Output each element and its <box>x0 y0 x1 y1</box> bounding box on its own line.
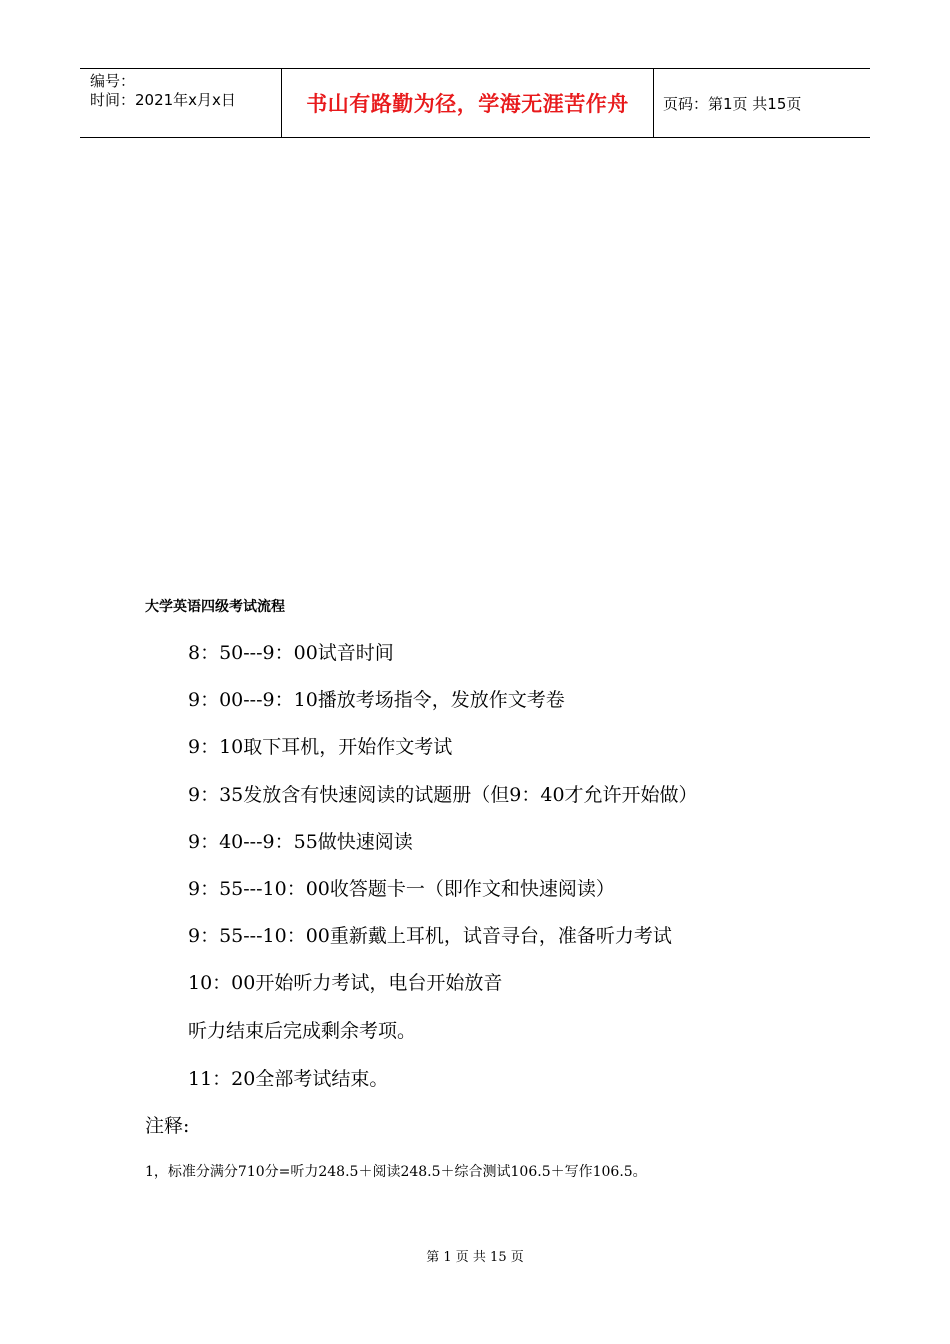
schedule-item: 9：55---10：00收答题卡一（即作文和快速阅读） <box>188 878 615 900</box>
document-title: 大学英语四级考试流程 <box>145 599 285 615</box>
schedule-item: 9：35发放含有快速阅读的试题册（但9：40才允许开始做） <box>188 784 698 806</box>
schedule-item: 9：40---9：55做快速阅读 <box>188 831 413 853</box>
document-number-label: 编号： <box>90 72 136 90</box>
schedule-item: 9：10取下耳机，开始作文考试 <box>188 736 453 758</box>
schedule-item: 9：55---10：00重新戴上耳机，试音寻台，准备听力考试 <box>188 925 672 947</box>
schedule-item: 10：00开始听力考试，电台开始放音 <box>188 972 503 994</box>
document-date-label: 时间：2021年x月x日 <box>90 91 236 109</box>
header-meta <box>80 69 282 137</box>
schedule-item: 8：50---9：00试音时间 <box>188 642 394 664</box>
page-header <box>80 68 870 138</box>
schedule-item: 11：20全部考试结束。 <box>188 1068 389 1090</box>
notes-label: 注释: <box>145 1115 190 1137</box>
schedule-item: 听力结束后完成剩余考项。 <box>188 1020 417 1042</box>
header-motto: 书山有路勤为径，学海无涯苦作舟 <box>282 69 654 137</box>
footer-page-number: 第 1 页 共 15 页 <box>426 1250 524 1265</box>
header-page-info: 页码：第1页 共15页 <box>663 94 802 113</box>
page-footer <box>0 1246 950 1265</box>
note-line: 1，标准分满分710分=听力248.5＋阅读248.5＋综合测试106.5＋写作106.5。 <box>145 1164 647 1180</box>
schedule-item: 9：00---9：10播放考场指令，发放作文考卷 <box>188 689 565 711</box>
